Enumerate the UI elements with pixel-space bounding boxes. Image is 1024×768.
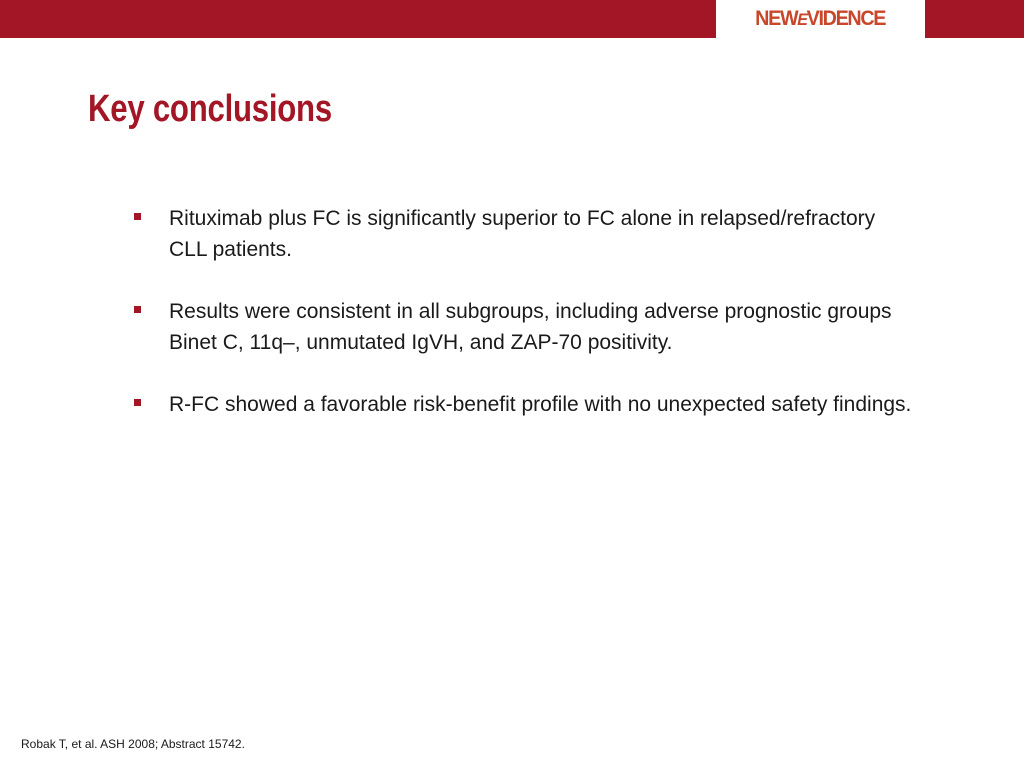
bullet-text: R-FC showed a favorable risk-benefit profile with no unexpected safety findings.: [169, 393, 912, 416]
header-bar: [0, 0, 1024, 38]
square-bullet-icon: [134, 399, 141, 406]
brand-logo: [716, 0, 925, 38]
reference-footnote: Robak T, et al. ASH 2008; Abstract 15742.: [21, 737, 245, 751]
bullet-list: [134, 203, 914, 451]
bullet-item: [134, 296, 914, 358]
square-bullet-icon: [134, 306, 141, 313]
brand-logo-text: NEWEVIDENCE: [755, 7, 886, 30]
slide-title: Key conclusions: [88, 88, 332, 130]
square-bullet-icon: [134, 213, 141, 220]
bullet-item: [134, 203, 914, 265]
bullet-text: Rituximab plus FC is significantly superior to FC alone in relapsed/refractory CLL patients.: [169, 207, 876, 261]
bullet-item: [134, 389, 914, 420]
bullet-text: Results were consistent in all subgroups, including adverse prognostic groups Binet C, 11q–, unmutated IgVH, and ZAP-70 positivity.: [169, 300, 892, 354]
